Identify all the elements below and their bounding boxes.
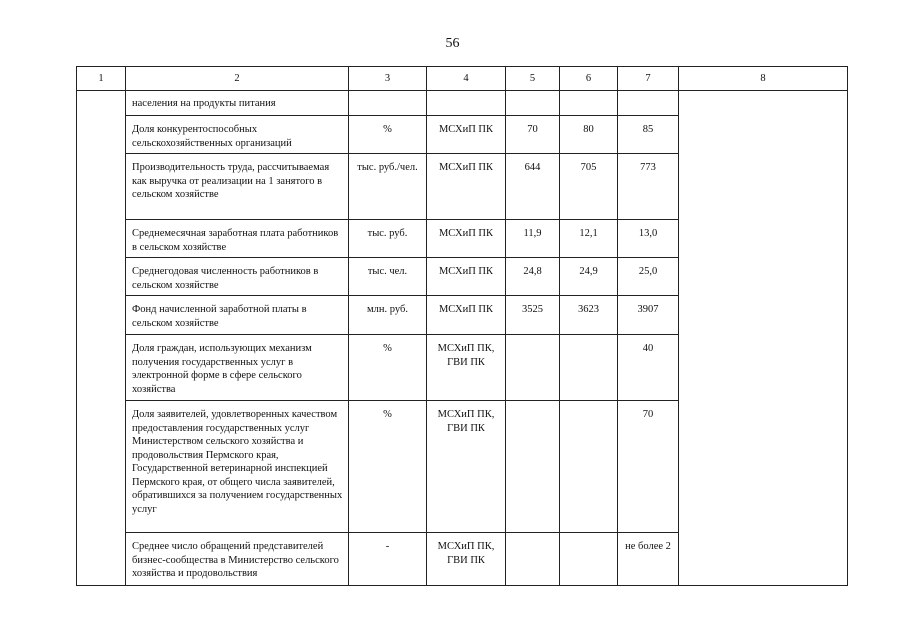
- unit-cell: %: [349, 401, 427, 533]
- header-cell: 7: [618, 67, 679, 91]
- value-col7: 40: [618, 335, 679, 401]
- value-col5: [506, 335, 560, 401]
- header-cell: 3: [349, 67, 427, 91]
- responsible-cell: МСХиП ПК: [427, 154, 506, 220]
- header-cell: 1: [77, 67, 126, 91]
- value-col7: 85: [618, 116, 679, 154]
- value-col6: 12,1: [560, 220, 618, 258]
- indicator-name: Фонд начисленной заработной платы в сельском хозяйстве: [126, 296, 349, 335]
- responsible-cell: МСХиП ПК: [427, 116, 506, 154]
- indicator-name: населения на продукты питания: [126, 91, 349, 116]
- header-row: [77, 67, 848, 91]
- responsible-cell: [427, 91, 506, 116]
- responsible-cell: МСХиП ПК: [427, 296, 506, 335]
- table-row: [77, 91, 848, 116]
- value-col6: 3623: [560, 296, 618, 335]
- value-col5: 3525: [506, 296, 560, 335]
- value-col5: 644: [506, 154, 560, 220]
- indicators-table: [76, 66, 848, 586]
- unit-cell: млн. руб.: [349, 296, 427, 335]
- unit-cell: тыс. руб./чел.: [349, 154, 427, 220]
- indicator-name: Среднегодовая численность работников в сельском хозяйстве: [126, 258, 349, 296]
- value-col5: 11,9: [506, 220, 560, 258]
- value-col7: [618, 91, 679, 116]
- value-col5: 70: [506, 116, 560, 154]
- value-col6: 80: [560, 116, 618, 154]
- header-cell: 8: [679, 67, 848, 91]
- header-cell: 2: [126, 67, 349, 91]
- header-cell: 5: [506, 67, 560, 91]
- value-col7: 3907: [618, 296, 679, 335]
- value-col5: [506, 533, 560, 586]
- col8-cell: [679, 91, 848, 586]
- responsible-cell: МСХиП ПК, ГВИ ПК: [427, 533, 506, 586]
- value-col6: [560, 91, 618, 116]
- indicator-name: Доля граждан, использующих механизм получения государственных услуг в электронной форме в сфере сельского хозяйства: [126, 335, 349, 401]
- value-col7: 13,0: [618, 220, 679, 258]
- value-col7: 773: [618, 154, 679, 220]
- unit-cell: тыс. руб.: [349, 220, 427, 258]
- value-col5: [506, 401, 560, 533]
- value-col5: 24,8: [506, 258, 560, 296]
- indicator-name: Среднемесячная заработная плата работников в сельском хозяйстве: [126, 220, 349, 258]
- value-col7: 25,0: [618, 258, 679, 296]
- header-cell: 6: [560, 67, 618, 91]
- indicator-name: Доля заявителей, удовлетворенных качеством предоставления государственных услуг Министерством сельского хозяйства и продовольствия Пермского края, Государственной ветеринарной инспекцией Пермского края, от общего числа заявителей, обратившихся за получением государственных услуг: [126, 401, 349, 533]
- unit-cell: %: [349, 335, 427, 401]
- unit-cell: -: [349, 533, 427, 586]
- unit-cell: %: [349, 116, 427, 154]
- indicator-name: Производительность труда, рассчитываемая как выручка от реализации на 1 занятого в сельском хозяйстве: [126, 154, 349, 220]
- responsible-cell: МСХиП ПК: [427, 220, 506, 258]
- indicator-name: Среднее число обращений представителей бизнес-сообщества в Министерство сельского хозяйства и продовольствия: [126, 533, 349, 586]
- unit-cell: [349, 91, 427, 116]
- value-col7: не более 2: [618, 533, 679, 586]
- col1-cell: [77, 91, 126, 586]
- value-col6: [560, 533, 618, 586]
- indicator-name: Доля конкурентоспособных сельскохозяйственных организаций: [126, 116, 349, 154]
- value-col6: [560, 401, 618, 533]
- header-cell: 4: [427, 67, 506, 91]
- value-col6: 705: [560, 154, 618, 220]
- value-col6: [560, 335, 618, 401]
- responsible-cell: МСХиП ПК, ГВИ ПК: [427, 401, 506, 533]
- value-col6: 24,9: [560, 258, 618, 296]
- unit-cell: тыс. чел.: [349, 258, 427, 296]
- responsible-cell: МСХиП ПК, ГВИ ПК: [427, 335, 506, 401]
- responsible-cell: МСХиП ПК: [427, 258, 506, 296]
- value-col5: [506, 91, 560, 116]
- page-number: 56: [445, 36, 460, 51]
- value-col7: 70: [618, 401, 679, 533]
